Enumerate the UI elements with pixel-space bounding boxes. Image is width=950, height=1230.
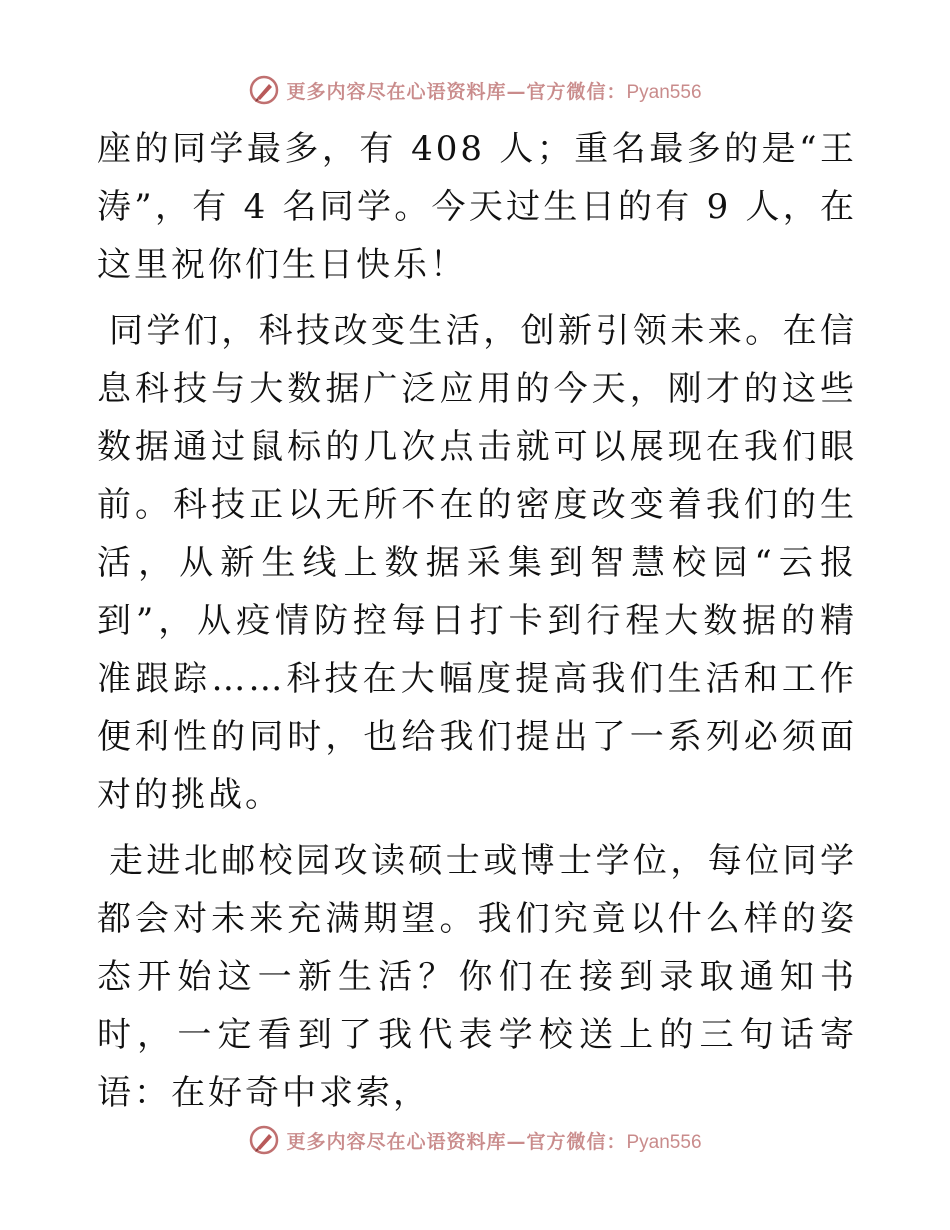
document-body bbox=[97, 120, 857, 1130]
watermark-text: 更多内容尽在心语资料库—官方微信：Pyan556 bbox=[286, 80, 702, 103]
header-watermark bbox=[0, 70, 950, 110]
paragraph-1: 座的同学最多，有 408 人；重名最多的是“王涛”，有 4 名同学。今天过生日的有 9 人，在这里祝你们生日快乐！ bbox=[97, 129, 857, 285]
footer-watermark bbox=[0, 1120, 950, 1160]
paragraph-2: 同学们，科技改变生活，创新引领未来。在信息科技与大数据广泛应用的今天，刚才的这些数据通过鼠标的几次点击就可以展现在我们眼前。科技正以无所不在的密度改变着我们的生活，从新生线上数据采集到智慧校园“云报到”，从疫情防控每日打卡到行程大数据的精准跟踪……科技在大幅度提高我们生活和工作便利性的同时，也给我们提出了一系列必须面对的挑战。 bbox=[97, 311, 857, 815]
pen-logo-icon bbox=[248, 1124, 280, 1156]
watermark-text: 更多内容尽在心语资料库—官方微信：Pyan556 bbox=[286, 1130, 702, 1153]
paragraph-3: 走进北邮校园攻读硕士或博士学位，每位同学都会对未来充满期望。我们究竟以什么样的姿态开始这一新生活？你们在接到录取通知书时，一定看到了我代表学校送上的三句话寄语：在好奇中求索， bbox=[97, 841, 857, 1113]
pen-logo-icon bbox=[248, 74, 280, 106]
